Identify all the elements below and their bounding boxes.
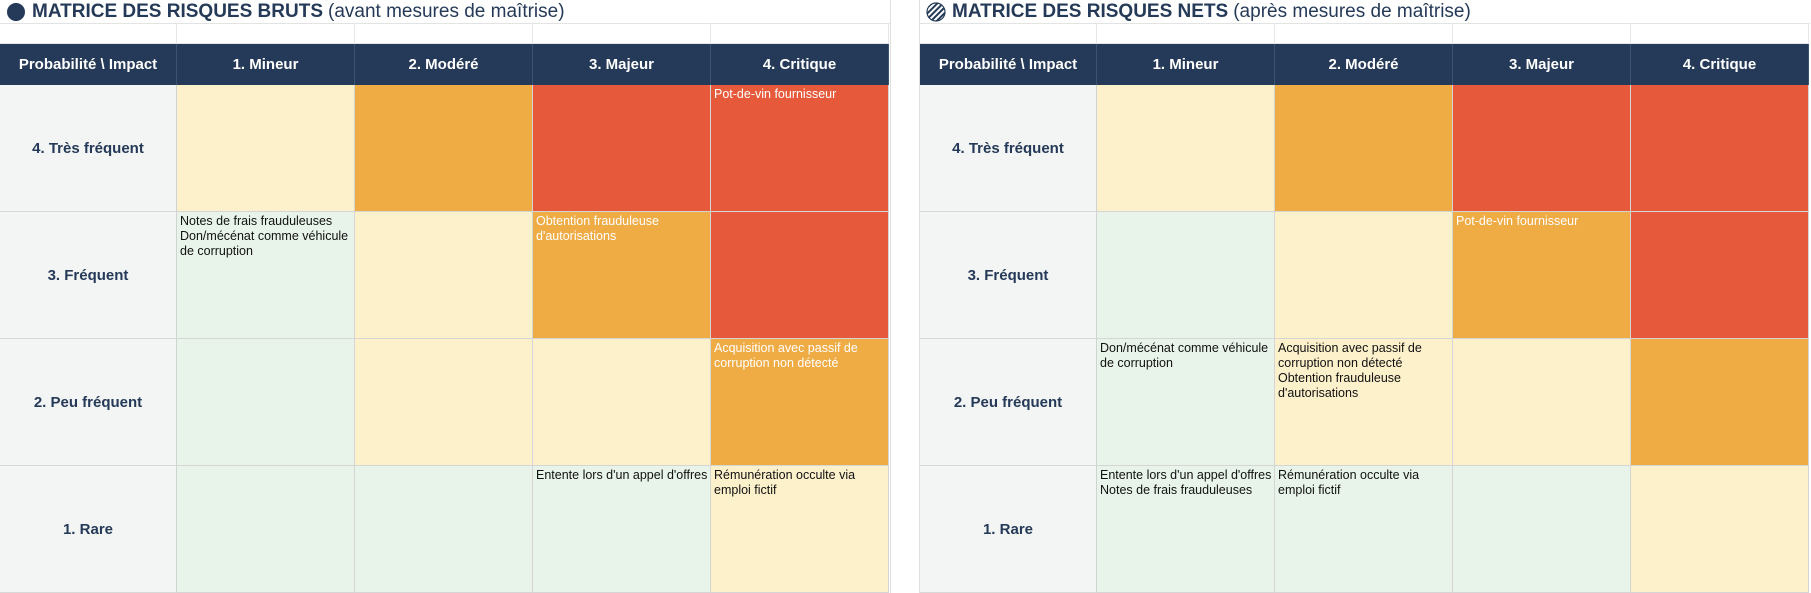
matrix-cell[interactable]: [1275, 85, 1453, 212]
impact-header[interactable]: 1. Mineur: [177, 44, 355, 85]
gross-title-subtitle: (avant mesures de maîtrise): [328, 0, 565, 22]
hatched-circle-icon: [926, 2, 946, 22]
empty-cell[interactable]: [1631, 23, 1809, 44]
matrix-cell[interactable]: [355, 85, 533, 212]
matrix-cell[interactable]: [355, 212, 533, 339]
dark-circle-icon: [6, 2, 26, 22]
matrix-cell[interactable]: [533, 85, 711, 212]
empty-cell[interactable]: [533, 23, 711, 44]
impact-header[interactable]: 2. Modéré: [355, 44, 533, 85]
gross-matrix-grid: [0, 44, 889, 593]
gross-title-bold: MATRICE DES RISQUES BRUTS: [32, 0, 324, 22]
matrix-cell[interactable]: [177, 466, 355, 593]
matrix-cell[interactable]: [711, 85, 889, 212]
probability-label[interactable]: 3. Fréquent: [920, 212, 1097, 339]
matrix-cell[interactable]: [177, 212, 355, 339]
risk-label: Pot-de-vin fournisseur: [1456, 214, 1579, 228]
matrix-cell[interactable]: [1097, 85, 1275, 212]
corner-header[interactable]: Probabilité \ Impact: [920, 44, 1097, 85]
matrix-cell[interactable]: [177, 85, 355, 212]
impact-header[interactable]: 3. Majeur: [533, 44, 711, 85]
spacer-row: [920, 23, 1810, 44]
net-matrix-grid: [920, 44, 1809, 593]
risk-label: Obtention frauduleuse d'autorisations: [536, 214, 660, 243]
probability-label[interactable]: 1. Rare: [0, 466, 177, 593]
probability-label[interactable]: 2. Peu fréquent: [920, 339, 1097, 466]
matrix-cell[interactable]: [1453, 85, 1631, 212]
spacer-column: [890, 0, 920, 593]
spacer-row: [0, 23, 890, 44]
empty-cell[interactable]: [711, 23, 889, 44]
empty-cell[interactable]: [920, 23, 1097, 44]
risk-label: Rémunération occulte via emploi fictif: [714, 468, 856, 497]
risk-label: Rémunération occulte via emploi fictif: [1278, 468, 1420, 497]
risk-label: Notes de frais frauduleuses: [1100, 483, 1253, 497]
matrix-cell[interactable]: [533, 466, 711, 593]
matrix-cell[interactable]: [711, 339, 889, 466]
probability-label[interactable]: 4. Très fréquent: [920, 85, 1097, 212]
risk-label: Entente lors d'un appel d'offres: [1100, 468, 1272, 482]
corner-header[interactable]: Probabilité \ Impact: [0, 44, 177, 85]
empty-cell[interactable]: [1275, 23, 1453, 44]
risk-label: Acquisition avec passif de corruption non détecté: [714, 341, 858, 370]
probability-label[interactable]: 2. Peu fréquent: [0, 339, 177, 466]
net-title-subtitle: (après mesures de maîtrise): [1233, 0, 1471, 22]
probability-label[interactable]: 1. Rare: [920, 466, 1097, 593]
risk-label: Acquisition avec passif de corruption non détecté: [1278, 341, 1422, 370]
probability-label[interactable]: 3. Fréquent: [0, 212, 177, 339]
risk-label: Obtention frauduleuse d'autorisations: [1278, 371, 1402, 400]
gross-matrix-title[interactable]: [0, 0, 890, 24]
impact-header[interactable]: 3. Majeur: [1453, 44, 1631, 85]
matrix-cell[interactable]: [1097, 339, 1275, 466]
empty-cell[interactable]: [177, 23, 355, 44]
net-title-bold: MATRICE DES RISQUES NETS: [952, 0, 1229, 22]
matrix-cell[interactable]: [533, 212, 711, 339]
matrix-cell[interactable]: [1631, 85, 1809, 212]
matrix-cell[interactable]: [1453, 212, 1631, 339]
net-matrix-title[interactable]: [920, 0, 1810, 24]
empty-cell[interactable]: [1453, 23, 1631, 44]
risk-label: Pot-de-vin fournisseur: [714, 87, 837, 101]
matrix-cell[interactable]: [1097, 466, 1275, 593]
empty-cell[interactable]: [1097, 23, 1275, 44]
risk-label: Don/mécénat comme véhicule de corruption: [1100, 341, 1269, 370]
impact-header[interactable]: 4. Critique: [1631, 44, 1809, 85]
empty-cell[interactable]: [0, 23, 177, 44]
matrix-cell[interactable]: [711, 212, 889, 339]
matrix-cell[interactable]: [1275, 466, 1453, 593]
risk-label: Notes de frais frauduleuses: [180, 214, 333, 228]
matrix-cell[interactable]: [177, 339, 355, 466]
matrix-cell[interactable]: [711, 466, 889, 593]
matrix-cell[interactable]: [1275, 212, 1453, 339]
matrix-cell[interactable]: [533, 339, 711, 466]
empty-cell[interactable]: [355, 23, 533, 44]
matrix-cell[interactable]: [355, 466, 533, 593]
matrix-cell[interactable]: [1631, 212, 1809, 339]
risk-label: Don/mécénat comme véhicule de corruption: [180, 229, 349, 258]
risk-label: Entente lors d'un appel d'offres: [536, 468, 708, 482]
matrix-cell[interactable]: [355, 339, 533, 466]
impact-header[interactable]: 2. Modéré: [1275, 44, 1453, 85]
matrix-cell[interactable]: [1453, 339, 1631, 466]
impact-header[interactable]: 4. Critique: [711, 44, 889, 85]
impact-header[interactable]: 1. Mineur: [1097, 44, 1275, 85]
matrix-cell[interactable]: [1453, 466, 1631, 593]
matrix-cell[interactable]: [1097, 212, 1275, 339]
matrix-cell[interactable]: [1631, 339, 1809, 466]
matrix-cell[interactable]: [1275, 339, 1453, 466]
probability-label[interactable]: 4. Très fréquent: [0, 85, 177, 212]
matrix-cell[interactable]: [1631, 466, 1809, 593]
